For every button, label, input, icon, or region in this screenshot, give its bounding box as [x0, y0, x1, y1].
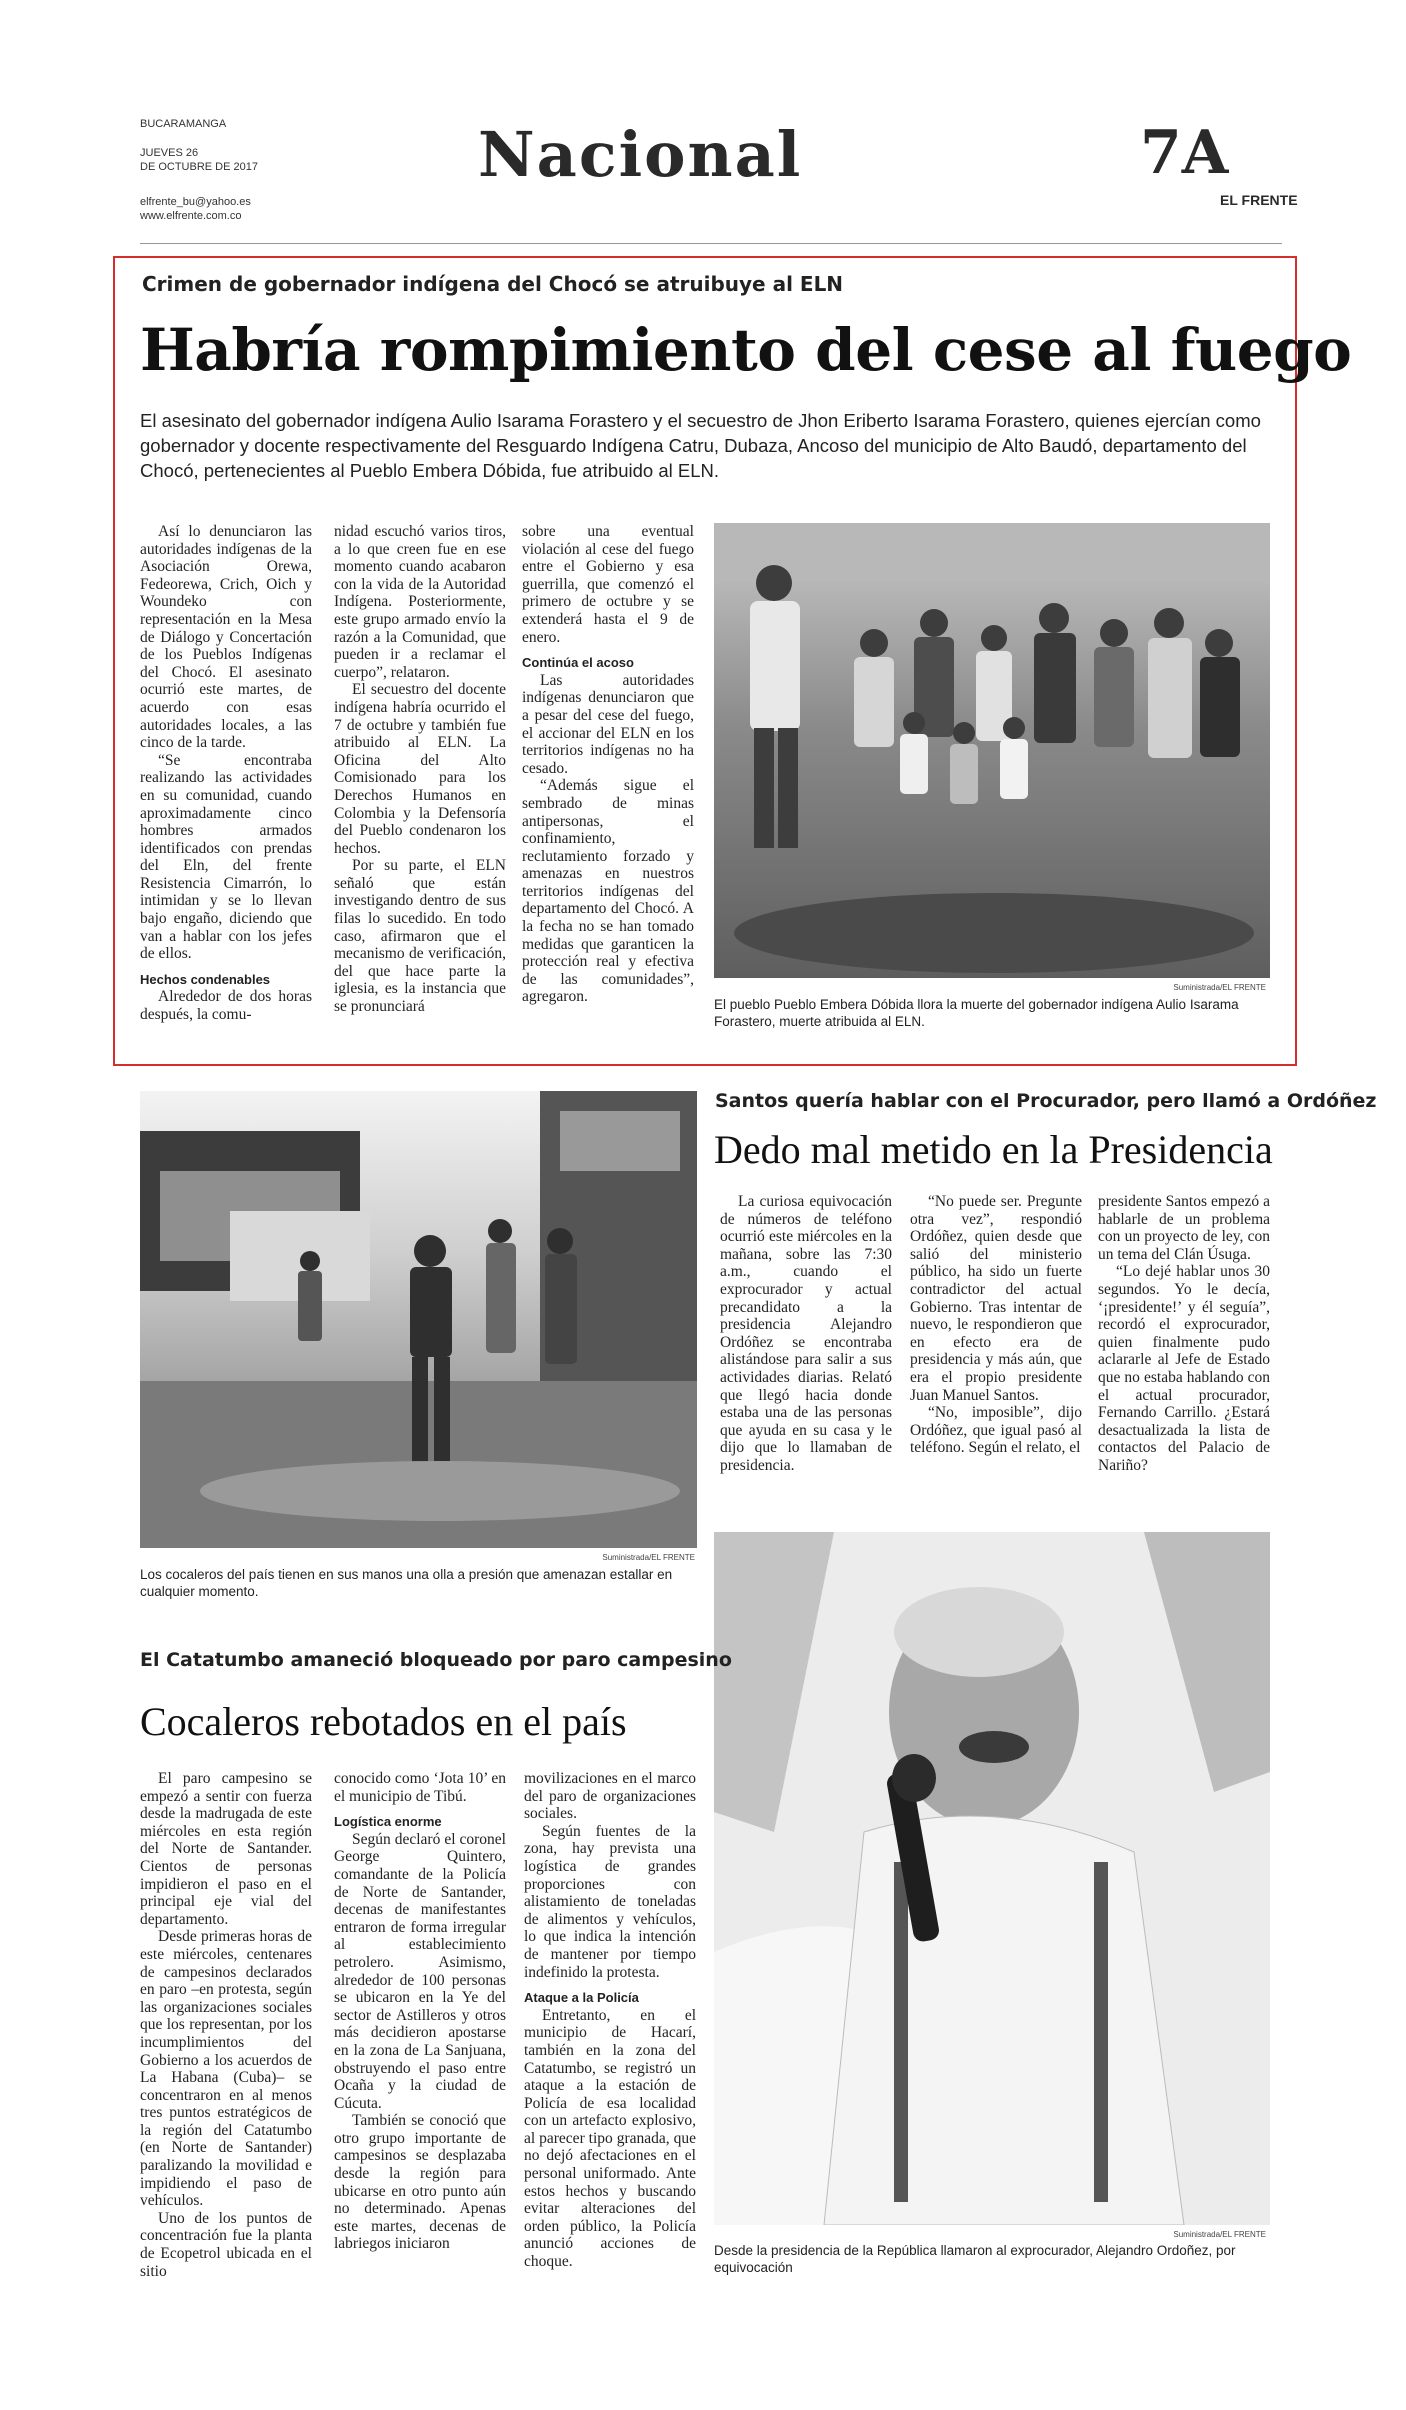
article1-lead: El asesinato del gobernador indígena Aulio Isarama Forastero y el secuestro de Jhon Eriberto Isarama Forastero, quienes ejercían como gobernador y docente respectivamente del Resguardo Indígena Catru, Dubaza, Ancoso del municipio de Alto Baudó, departamento del Chocó, pertenecientes al Pueblo Embera Dóbida, fue atribuido al ELN.	[140, 410, 1261, 481]
protest-photo-image	[140, 1091, 697, 1548]
article2-caption: Desde la presidencia de la República llamaron al exprocurador, Alejandro Ordoñez, por equivocación	[714, 2243, 1236, 2275]
masthead-date-1: JUEVES 26	[140, 147, 199, 159]
paragraph: presidente Santos empezó a hablarle de un problema con un proyecto de ley, con un tema del Clán Úsuga.	[1098, 1193, 1270, 1263]
speaker-photo-image	[714, 1532, 1270, 2225]
article1-photo-credit: Suministrada/EL FRENTE	[1173, 983, 1266, 992]
masthead-city: BUCARAMANGA	[140, 118, 227, 130]
paragraph: conocido como ‘Jota 10’ en el municipio de Tibú.	[334, 1770, 506, 1805]
paragraph: “No puede ser. Pregunte otra vez”, respondió Ordóñez, quien desde que salió del ministerio público, ha sido un fuerte contradictor del actual Gobierno. Tras intentar de nuevo, le respondieron que en efecto era de presidencia y más aún, que era el propio presidente Juan Manuel Santos.	[910, 1193, 1082, 1404]
article1-caption: El pueblo Pueblo Embera Dóbida llora la muerte del gobernador indígena Aulio Isarama Forastero, muerte atribuida al ELN.	[714, 997, 1239, 1029]
paragraph: La curiosa equivocación de números de teléfono ocurrió este miércoles en la mañana, sobre las 7:30 a.m., cuando el exprocurador y actual precandidato a la presidencia Alejandro Ordóñez se encontraba alistándose para salir a sus actividades diarias. Relató que llegó hacia donde estaba una de las personas que ayuda en su casa y le dijo que lo llamaban de presidencia.	[720, 1193, 892, 1474]
subheading: Hechos condenables	[140, 971, 271, 987]
paragraph: Así lo denunciaron las autoridades indígenas de la Asociación Orewa, Fedeorewa, Crich, Oich y Woundeko con representación en la Mesa de Diálogo y Concertación de los Pueblos Indígenas del Chocó. El asesinato ocurrió este martes, de acuerdo con esas autoridades locales, a las cinco de la tarde.	[140, 523, 312, 752]
article3-photo-credit: Suministrada/EL FRENTE	[602, 1553, 695, 1562]
masthead-rule	[140, 243, 1282, 244]
subheading: Logística enorme	[334, 1814, 442, 1830]
article2-column-2	[910, 1193, 1082, 1523]
paragraph: “No, imposible”, dijo Ordóñez, que igual pasó al teléfono. Según el relato, el	[910, 1404, 1082, 1457]
paragraph: Según fuentes de la zona, hay prevista una logística de grandes proporciones con alistamiento de toneladas de alimentos y vehículos, lo que indica la intención de mantener por tiempo indefinido la protesta.	[524, 1822, 696, 1981]
article3-photo	[140, 1091, 697, 1548]
article2-kicker: Santos quería hablar con el Procurador, pero llamó a Ordóñez	[715, 1090, 1377, 1112]
paragraph: “Además sigue el sembrado de minas antipersonas, el confinamiento, reclutamiento forzado y amenazas en nuestros territorios indígenas del departamento del Chocó. A la fecha no se han tomado medidas que garanticen la protección real y efectiva de las comunidades”, agregaron.	[522, 777, 694, 1006]
paragraph: movilizaciones en el marco del paro de organizaciones sociales.	[524, 1770, 696, 1823]
brand-name: EL FRENTE	[1220, 192, 1298, 208]
crowd-photo-image	[714, 523, 1270, 978]
paragraph: “Se encontraba realizando las actividades en su comunidad, cuando aproximadamente cinco hombres armados identificados con prendas del Eln, del frente Resistencia Cimarrón, lo intimidan y se lo llevan bajo engaño, diciendo que van a hablar con los jefes de ellos.	[140, 751, 312, 963]
masthead-email: elfrente_bu@yahoo.es	[140, 196, 251, 208]
article3-caption: Los cocaleros del país tienen en sus manos una olla a presión que amenazan estallar en cualquier momento.	[140, 1567, 673, 1599]
page-number: 7A	[1140, 118, 1229, 188]
section-title: Nacional	[478, 118, 803, 191]
paragraph: Uno de los puntos de concentración fue la planta de Ecopetrol ubicada en el sitio	[140, 2209, 312, 2280]
article1-kicker: Crimen de gobernador indígena del Chocó se atruibuye al ELN	[142, 272, 844, 296]
masthead-website: www.elfrente.com.co	[140, 210, 242, 222]
article3-column-2	[334, 1770, 506, 2290]
article1-column-3	[522, 523, 694, 1043]
paragraph: Alrededor de dos horas después, la comu-	[140, 988, 312, 1024]
article2-column-3	[1098, 1193, 1270, 1523]
subheading: Ataque a la Policía	[524, 1990, 639, 2006]
paragraph: También se conoció que otro grupo importante de campesinos se desplazaba desde la región para ubicarse en otro punto aún no determinado. Apenas este martes, decenas de labriegos iniciaron	[334, 2112, 506, 2253]
article2-headline: Dedo mal metido en la Presidencia	[714, 1127, 1273, 1172]
article2-photo-credit: Suministrada/EL FRENTE	[1173, 2230, 1266, 2239]
paragraph: El paro campesino se empezó a sentir con fuerza desde la madrugada de este miércoles en esta región del Norte de Santander. Cientos de personas impidieron el paso en el principal eje vial del departamento.	[140, 1770, 312, 1928]
article2-column-1	[720, 1193, 892, 1523]
article1-headline: Habría rompimiento del cese al fuego	[140, 316, 1352, 384]
article3-column-3	[524, 1770, 696, 2290]
paragraph: Las autoridades indígenas denunciaron que a pesar del cese del fuego, el accionar del ELN en los territorios indígenas no ha cesado.	[522, 671, 694, 777]
article3-headline: Cocaleros rebotados en el país	[140, 1699, 627, 1744]
article1-column-1	[140, 523, 312, 1043]
article3-column-1	[140, 1770, 312, 2290]
paragraph: Entretanto, en el municipio de Hacarí, también en la zona del Catatumbo, se registró un ataque a la estación de Policía de esa localidad con un artefacto explosivo, al parecer tipo granada, que no dejó afectaciones en el personal uniformado. Ante estos hechos y buscando evitar alteraciones del orden público, la Policía anunció acciones de choque.	[524, 2006, 696, 2271]
paragraph: nidad escuchó varios tiros, a lo que creen fue en ese momento cuando acabaron con la vida de la Autoridad Indígena. Posteriormente, este grupo armado envío la razón a la Comunidad, que pueden ir a reclamar el cuerpo”, relataron.	[334, 523, 506, 681]
paragraph: Desde primeras horas de este miércoles, centenares de campesinos declarados en paro –en protesta, según las organizaciones sociales que los representan, por los incumplimientos del Gobierno a los acuerdos de La Habana (Cuba)– se concentraron en al menos tres puntos estratégicos de la región del Catatumbo (en Norte de Santander) paralizando la movilidad e impidiendo el paso de vehículos.	[140, 1928, 312, 2210]
paragraph: Por su parte, el ELN señaló que están investigando dentro de sus filas lo sucedido. En todo caso, afirmaron que el mecanismo de verificación, del que hace parte la iglesia, es la instancia que se pronunciará	[334, 857, 506, 1016]
article3-kicker: El Catatumbo amaneció bloqueado por paro campesino	[140, 1649, 732, 1671]
article2-photo	[714, 1532, 1270, 2225]
masthead-date-2: DE OCTUBRE DE 2017	[140, 161, 258, 173]
paragraph: El secuestro del docente indígena habría ocurrido el 7 de octubre y también fue atribuido al ELN. La Oficina del Alto Comisionado para los Derechos Humanos en Colombia y la Defensoría del Pueblo condenaron los hechos.	[334, 681, 506, 857]
article1-photo	[714, 523, 1270, 978]
paragraph: sobre una eventual violación al cese del fuego entre el Gobierno y esa guerrilla, que comenzó el primero de octubre y se extenderá hasta el 9 de enero.	[522, 523, 694, 646]
paragraph: “Lo dejé hablar unos 30 segundos. Yo le decía, ‘¡presidente!’ y él seguía”, recordó el exprocurador, quien finalmente pudo aclararle al Jefe de Estado que no estaba hablando con el actual procurador, Fernando Carrillo. ¿Estará desactualizada la lista de contactos del Palacio de Nariño?	[1098, 1263, 1270, 1474]
paragraph: Según declaró el coronel George Quintero, comandante de la Policía de Norte de Santander, decenas de manifestantes entraron de forma irregular al establecimiento petrolero. Asimismo, alrededor de 100 personas se ubicaron en la Ye del sector de Astilleros y otros más decidieron apostarse en la zona de La Sanjuana, obstruyendo el paso entre Ocaña y la ciudad de Cúcuta.	[334, 1830, 506, 2112]
article1-column-2	[334, 523, 506, 1043]
subheading: Continúa el acoso	[522, 655, 634, 671]
